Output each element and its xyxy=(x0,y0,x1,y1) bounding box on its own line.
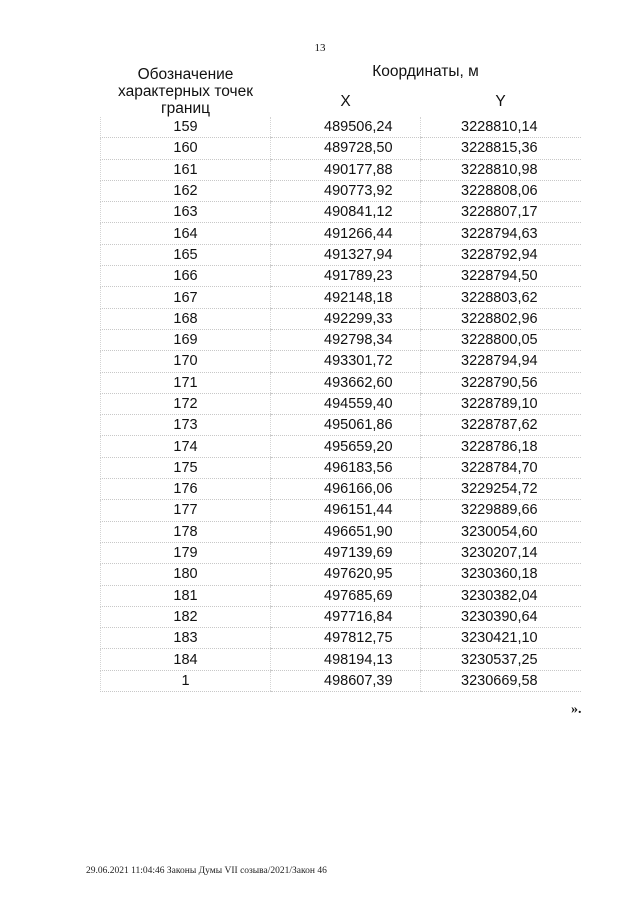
x-coordinate-cell: 497716,84 xyxy=(271,606,421,627)
y-coordinate-cell: 3228803,62 xyxy=(421,287,581,308)
x-coordinate-cell: 497139,69 xyxy=(271,542,421,563)
y-coordinate-cell: 3228815,36 xyxy=(421,138,581,159)
table-row xyxy=(101,329,581,350)
table-row xyxy=(101,372,581,393)
x-coordinate-cell: 490773,92 xyxy=(271,180,421,201)
table-row xyxy=(101,521,581,542)
table-row xyxy=(101,479,581,500)
y-coordinate-cell: 3228794,50 xyxy=(421,266,581,287)
x-coordinate-cell: 496651,90 xyxy=(271,521,421,542)
table-row xyxy=(101,266,581,287)
y-coordinate-cell: 3228792,94 xyxy=(421,244,581,265)
y-coordinate-cell: 3228794,63 xyxy=(421,223,581,244)
y-coordinate-cell: 3228790,56 xyxy=(421,372,581,393)
x-coordinate-cell: 489728,50 xyxy=(271,138,421,159)
table-row xyxy=(101,287,581,308)
table-row xyxy=(101,457,581,478)
point-cell: 1 xyxy=(101,670,271,691)
header-coordinates: Координаты, м xyxy=(372,63,479,80)
closing-quote-mark: ». xyxy=(571,702,582,717)
x-coordinate-cell: 496151,44 xyxy=(271,500,421,521)
point-cell: 182 xyxy=(101,606,271,627)
point-cell: 167 xyxy=(101,287,271,308)
y-coordinate-cell: 3228784,70 xyxy=(421,457,581,478)
table-row xyxy=(101,351,581,372)
table-row xyxy=(101,670,581,691)
table-row xyxy=(101,202,581,223)
x-coordinate-cell: 495659,20 xyxy=(271,436,421,457)
table-row xyxy=(101,138,581,159)
header-y: Y xyxy=(495,92,506,110)
x-coordinate-cell: 492299,33 xyxy=(271,308,421,329)
x-coordinate-cell: 492798,34 xyxy=(271,329,421,350)
point-cell: 176 xyxy=(101,479,271,500)
point-cell: 168 xyxy=(101,308,271,329)
point-cell: 161 xyxy=(101,159,271,180)
x-coordinate-cell: 493301,72 xyxy=(271,351,421,372)
header-x: X xyxy=(340,92,351,110)
table-row xyxy=(101,649,581,670)
x-coordinate-cell: 495061,86 xyxy=(271,415,421,436)
point-cell: 174 xyxy=(101,436,271,457)
table-row xyxy=(101,415,581,436)
y-coordinate-cell: 3228794,94 xyxy=(421,351,581,372)
y-coordinate-cell: 3230390,64 xyxy=(421,606,581,627)
y-coordinate-cell: 3228808,06 xyxy=(421,180,581,201)
point-cell: 177 xyxy=(101,500,271,521)
x-coordinate-cell: 491266,44 xyxy=(271,223,421,244)
point-cell: 181 xyxy=(101,585,271,606)
point-cell: 184 xyxy=(101,649,271,670)
x-coordinate-cell: 497685,69 xyxy=(271,585,421,606)
point-cell: 172 xyxy=(101,393,271,414)
table-row xyxy=(101,585,581,606)
x-coordinate-cell: 498607,39 xyxy=(271,670,421,691)
table-row xyxy=(101,117,581,138)
point-cell: 180 xyxy=(101,564,271,585)
table-row xyxy=(101,542,581,563)
x-coordinate-cell: 490177,88 xyxy=(271,159,421,180)
table-row xyxy=(101,159,581,180)
y-coordinate-cell: 3230054,60 xyxy=(421,521,581,542)
y-coordinate-cell: 3228787,62 xyxy=(421,415,581,436)
table-row xyxy=(101,564,581,585)
x-coordinate-cell: 496183,56 xyxy=(271,457,421,478)
y-coordinate-cell: 3228786,18 xyxy=(421,436,581,457)
x-coordinate-cell: 491327,94 xyxy=(271,244,421,265)
point-cell: 162 xyxy=(101,180,271,201)
table-row xyxy=(101,606,581,627)
x-coordinate-cell: 489506,24 xyxy=(271,117,421,138)
page-number: 13 xyxy=(314,42,326,54)
y-coordinate-cell: 3230382,04 xyxy=(421,585,581,606)
x-coordinate-cell: 497620,95 xyxy=(271,564,421,585)
point-cell: 163 xyxy=(101,202,271,223)
x-coordinate-cell: 494559,40 xyxy=(271,393,421,414)
table-row xyxy=(101,180,581,201)
y-coordinate-cell: 3228807,17 xyxy=(421,202,581,223)
footer-document-stamp: 29.06.2021 11:04:46 Законы Думы VII созыва/2021/Закон 46 xyxy=(86,866,327,876)
point-cell: 159 xyxy=(101,117,271,138)
coordinates-table xyxy=(100,62,581,692)
y-coordinate-cell: 3228810,14 xyxy=(421,117,581,138)
point-cell: 183 xyxy=(101,628,271,649)
x-coordinate-cell: 498194,13 xyxy=(271,649,421,670)
table-row xyxy=(101,393,581,414)
y-coordinate-cell: 3228802,96 xyxy=(421,308,581,329)
y-coordinate-cell: 3229254,72 xyxy=(421,479,581,500)
y-coordinate-cell: 3230669,58 xyxy=(421,670,581,691)
point-cell: 165 xyxy=(101,244,271,265)
table-row xyxy=(101,223,581,244)
point-cell: 173 xyxy=(101,415,271,436)
table-row xyxy=(101,244,581,265)
point-cell: 179 xyxy=(101,542,271,563)
table-row xyxy=(101,500,581,521)
y-coordinate-cell: 3230207,14 xyxy=(421,542,581,563)
point-cell: 164 xyxy=(101,223,271,244)
table-row xyxy=(101,308,581,329)
x-coordinate-cell: 496166,06 xyxy=(271,479,421,500)
x-coordinate-cell: 497812,75 xyxy=(271,628,421,649)
point-cell: 178 xyxy=(101,521,271,542)
x-coordinate-cell: 490841,12 xyxy=(271,202,421,223)
point-cell: 171 xyxy=(101,372,271,393)
coordinates-table-body xyxy=(101,117,581,692)
point-cell: 166 xyxy=(101,266,271,287)
table-row xyxy=(101,628,581,649)
x-coordinate-cell: 491789,23 xyxy=(271,266,421,287)
x-coordinate-cell: 492148,18 xyxy=(271,287,421,308)
y-coordinate-cell: 3228800,05 xyxy=(421,329,581,350)
y-coordinate-cell: 3230421,10 xyxy=(421,628,581,649)
point-cell: 170 xyxy=(101,351,271,372)
y-coordinate-cell: 3228789,10 xyxy=(421,393,581,414)
y-coordinate-cell: 3228810,98 xyxy=(421,159,581,180)
point-cell: 175 xyxy=(101,457,271,478)
point-cell: 169 xyxy=(101,329,271,350)
y-coordinate-cell: 3230537,25 xyxy=(421,649,581,670)
x-coordinate-cell: 493662,60 xyxy=(271,372,421,393)
y-coordinate-cell: 3230360,18 xyxy=(421,564,581,585)
point-cell: 160 xyxy=(101,138,271,159)
y-coordinate-cell: 3229889,66 xyxy=(421,500,581,521)
table-row xyxy=(101,436,581,457)
header-point-designation: Обозначение характерных точек границ xyxy=(118,66,253,117)
